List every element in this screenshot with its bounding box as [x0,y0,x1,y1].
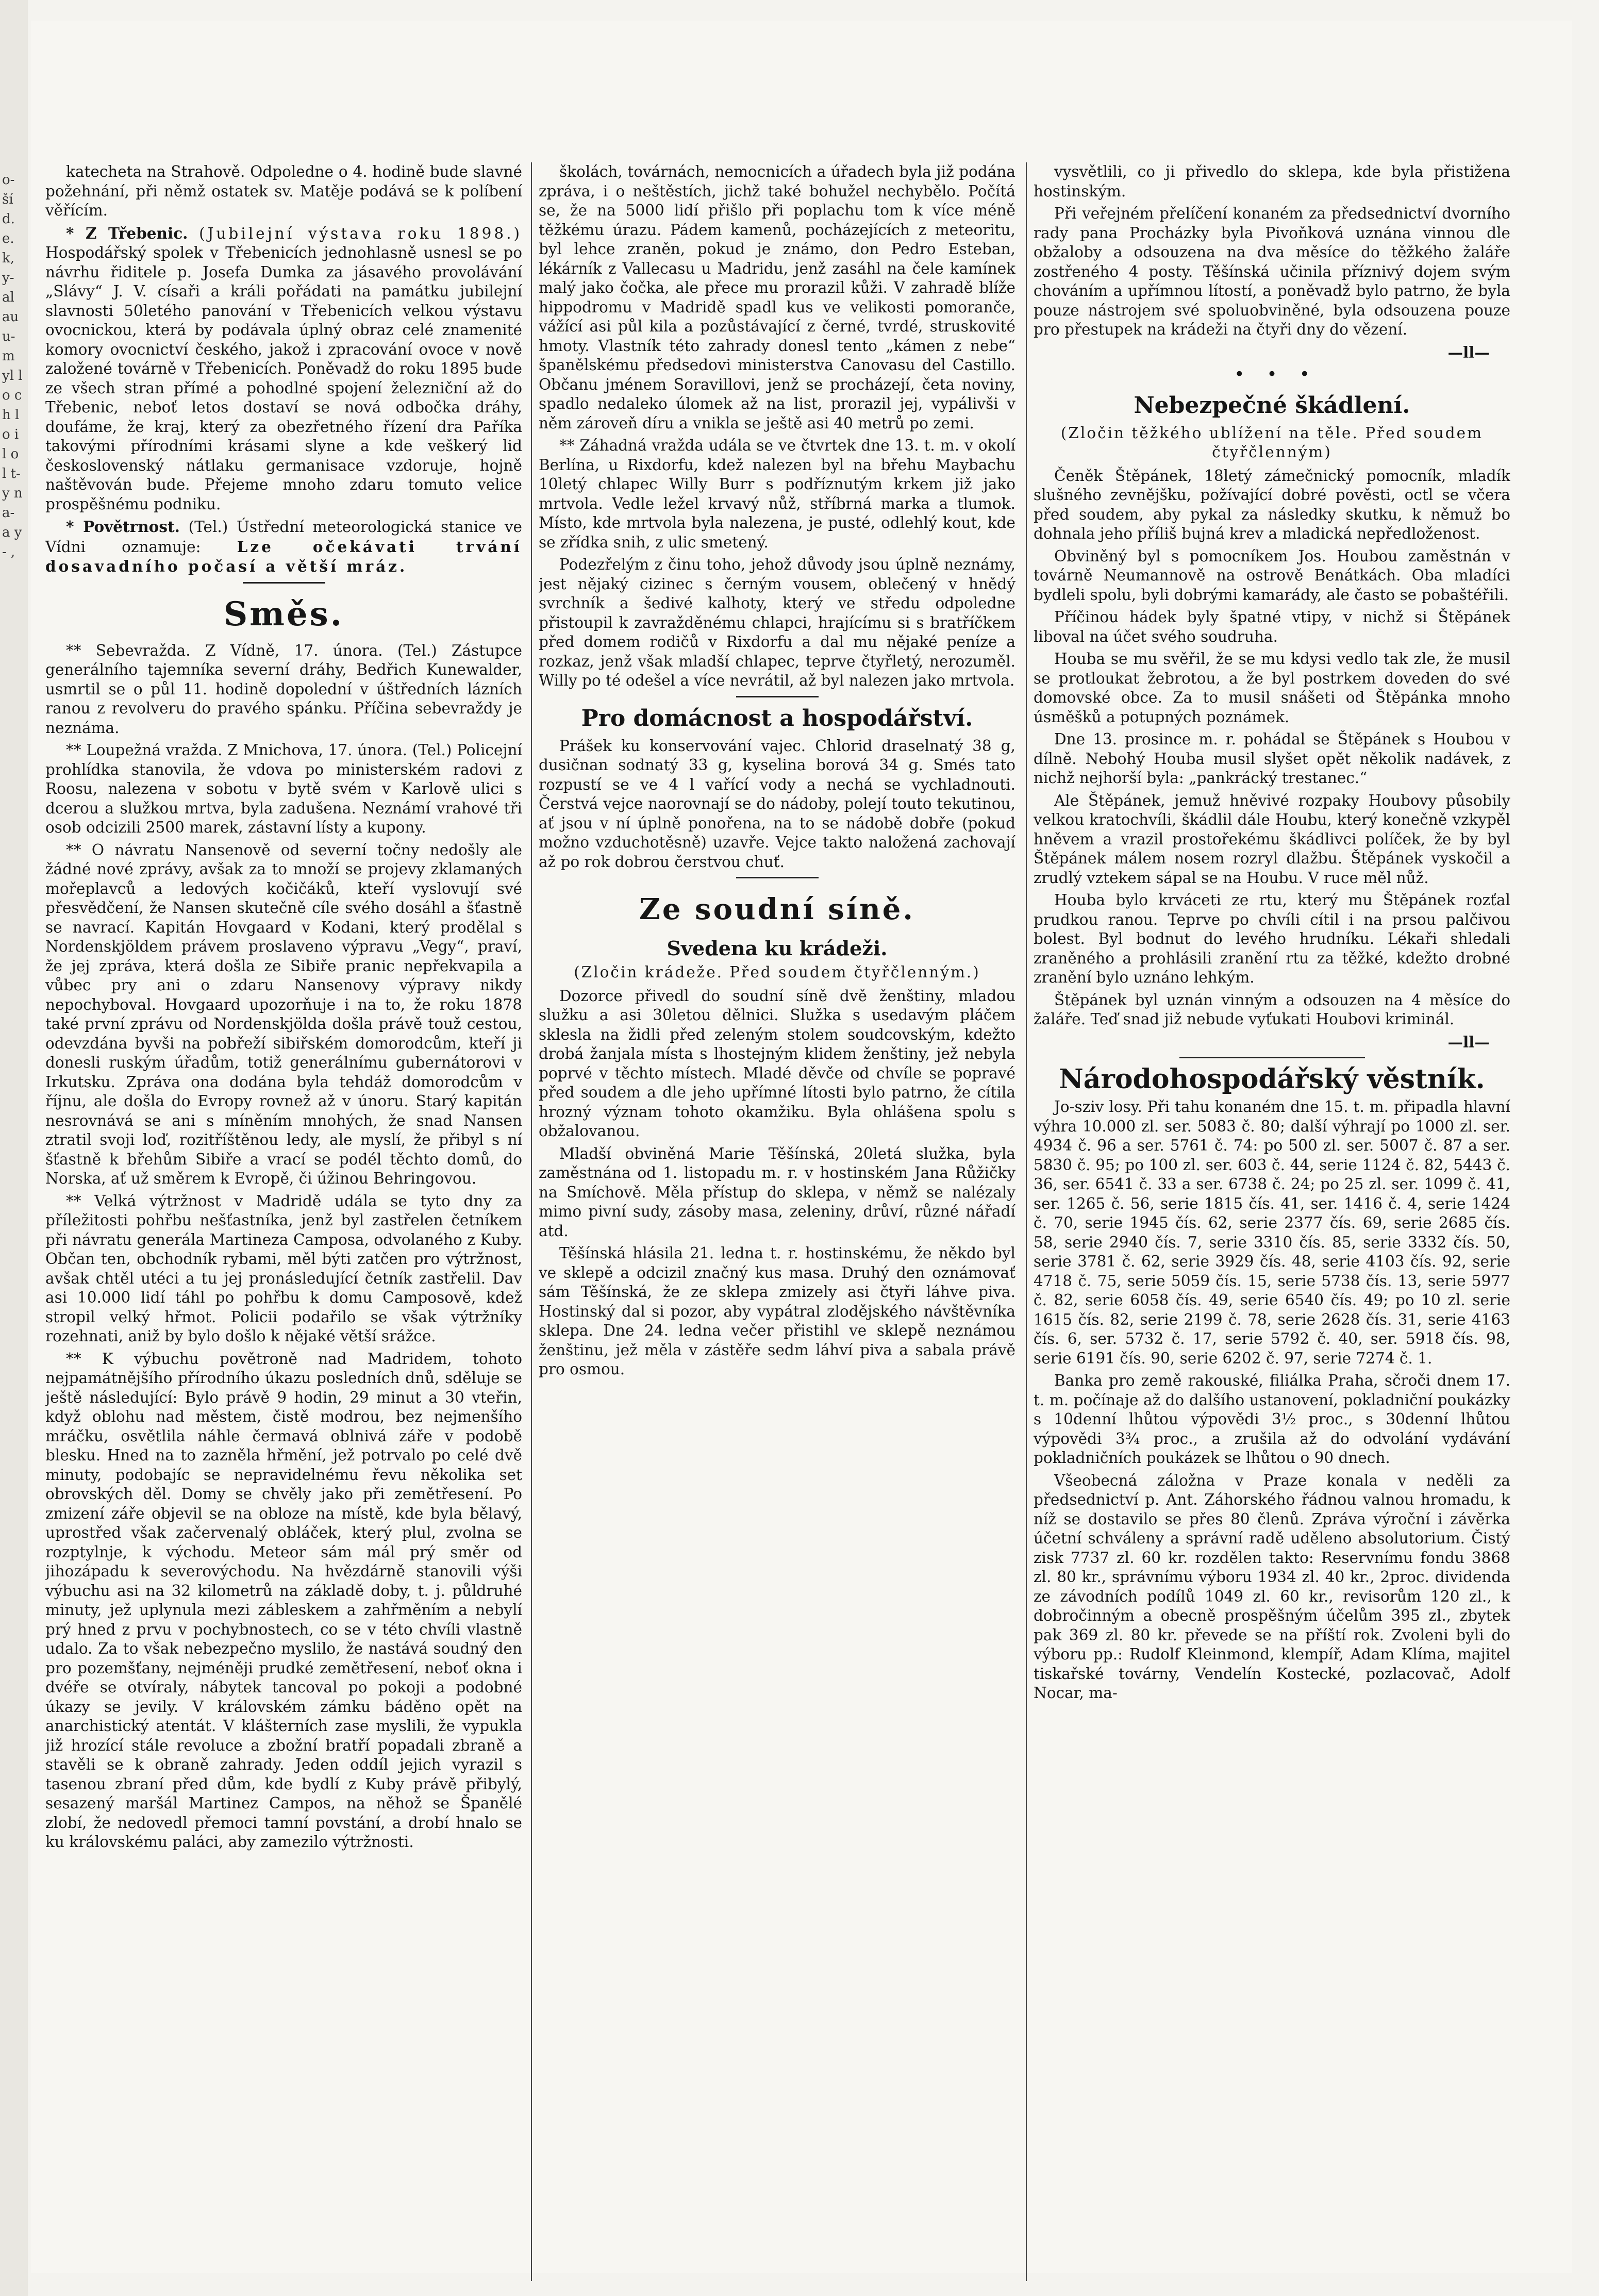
court-paragraph: Čeněk Štěpánek, 18letý zámečnický pomocník, mladík slušného zevnějšku, požívající dobré pověsti, octl se včera před soudem, aby pykal za následky skutku, k němuž bo dohnala jeho příliš bujná krev a mladická nepředloženost. [1034,467,1510,542]
court-paragraph: Mladší obviněná Marie Těšínská, 20letá služka, byla zaměstnána od 1. listopadu m. r. v hostinském Jana Růžičky na Smíchově. Měla přístup do sklepa, v němž se nalézaly mimo pivní sudy, zásoby masa, zeleniny, drůví, různé nářadí atd. [539,1144,1015,1240]
smes-item: ** O návratu Nansenově od severní točny nedošly ale žádné nové zprávy, avšak za to množí se projevy zklamaných mořeplavců a ledových kočičáků, kteří vyslovují své přesvědčení, že Nansen skutečně cíle svého dosáhl a šťastně se navrací. Kapitán Hovgaard v Kodani, který prodělal s Nordenskjöldem právem proslaveno výpravu „Vegy“, praví, že jej zpráva, která došla ze Sibiře pranic nepřekvapila a vůbec pry ani o zdaru Nansenovy výpravy nikdy nepochyboval. Hovgaard upozorňuje i na to, že roku 1878 také první zprávu od Nordenskjölda došla právě touž cestou, odevzdána byvši na pobřeží sibiřském domorodcům, kteří ji donesli ruským úřadům, totiž generálnímu gubernátorovi v Irkutsku. Zpráva ona dodána byla tehdáž domorodcům v říjnu, ale došla do Evropy rovnež až v únoru. Starý kapitán nesrovnává se ani s míněním mnohých, že snad Nansen ztratil svoji loď, rozitříštěnou ledy, ale myslí, že přibyl s ní šťastně k břehům Sibiře a vrací se podél těchto domů, do Norska, ať už směrem k Evropě, či úžinou Behringovou. [45,841,522,1187]
court-verdict: Při veřejném přelíčení konaném za předsednictví dvorního rady pana Procházky byla Pivoňková uznána vinnou dle obžaloby a odsouzena na dva měsíce do těžkého žaláře zostřeného 4 posty. Těšínská učinila příznivý dojem svým chováním a upřímnou lítostí, a poněvadž bylo patrno, že byla pouze nástrojem své spoluobviněné, byla odsouzena pouze pro přestupek na krádeži na čtyři dny do vězení. [1034,205,1510,338]
court-paragraph: Ale Štěpánek, jemuž hněvivé rozpaky Houbovy působily velkou kratochvíli, škádlil dále Houbu, který konečně vzkypěl hněvem a vrazil prostořekému škádlivci políček, že by byl Štěpánek málem nosem rozryl dlažbu. Štěpánek vyskočil a zrudlý vztekem sápal se na Houbu. V ruce měl nůž. [1034,791,1510,887]
court-case-note-2: (Zločin těžkého ublížení na těle. Před soudem čtyřčlenným) [1060,424,1484,461]
court-paragraph: Těšínská hlásila 21. ledna t. r. hostinskému, že někdo byl ve sklepě a odcizil značný kus masa. Druhý den oznámovať sám Těšínská, že ze sklepa zmizely asi čtyři láhve piva. Hostinský dal si pozor, aby vypátral zlodějského návštěvníka sklepa. Dne 24. ledna večer přistihl ve sklepě neznámou ženštinu, jež měla v zástěře sedm láhví piva a sabala právě pro osmou. [539,1244,1015,1378]
section-divider [243,582,325,584]
article-trebenice-title: * Z Třebenic. [66,224,188,242]
section-title-vestnik: Národohospodářský věstník. [1059,1063,1485,1095]
meteor-continuation: školách, továrnách, nemocnicích a úřadech byla již podána zpráva, i o neštěstích, jichž také bohužel nechybělo. Počítá se, že na 5000 lidí přišlo při poplachu tom k více méně těžkému úrazu. Pádem kamenů, pocházejících z meteoritu, byl lehce zraněn, pokud je známo, don Pedro Esteban, lékárník z Vallecasu u Madridu, jenž zasáhl na čele kamínek malý jako čočka, ale přece mu prorazil kůži. V zahradě blíže hippodromu v Madridě spadl kus ve velikosti pomoranče, vážící asi půl kila a pozůstávající z černé, tvrdé, struskovité hmoty. Vlastník této zahrady donesl tento „kámen z nebe“ španělskému předsedovi ministerstva Canovasu del Castillo. Občanu jménem Soravillovi, jenž se procházejí, četa noviny, spadlo nedaleko úlomek až na list, prorazil jej, vypálivši v něm zároveň díru a vnikla se ještě asi 40 metrů po zemi. [539,163,1015,432]
court-case-title-2: Nebezpečné škádlení. [1134,392,1410,419]
court-paragraph: Obviněný byl s pomocníkem Jos. Houbou zaměstnán v továrně Neumannově na ostrově Benátkách. Oba mladíci bydleli spolu, byli dobrými kamarády, ale často se pobaštéřili. [1034,547,1510,604]
article-weather-forecast: Lze očekávati trvání dosavadního počasí a větší mráz. [45,537,522,575]
smes-item: ** Sebevražda. Z Vídně, 17. února. (Tel.) Zástupce generálního tajemníka severní dráhy, Bedřich Kunewalder, usmrtil se o půl 11. hodině dopolední v úštředních lázních ranou z revolveru do pravého spánku. Příčina sebevraždy je neznáma. [45,641,522,737]
economy-item: Jo-sziv losy. Při tahu konaném dne 15. t. m. připadla hlavní výhra 10.000 zl. ser. 5083 č. 80; další výhrají po 1000 zl. ser. 4934 č. 96 a ser. 5761 č. 74: po 500 zl. ser. 5007 č. 87 a ser. 5830 č. 95; po 100 zl. ser. 603 č. 44, serie 1124 č. 82, 5443 č. 36, ser. 6541 č. 33 a ser. 6738 č. 24; po 25 zl. ser. 1099 č. 41, ser. 1265 č. 56, serie 1815 čís. 41, ser. 1416 č. 4, serie 1424 č. 70, serie 1945 čís. 62, serie 2377 čís. 69, serie 2685 čís. 58, serie 2940 čís. 7, serie 3310 čís. 85, serie 3332 čís. 50, serie 3781 č. 62, serie 3929 čís. 48, serie 4103 čís. 92, serie 4718 č. 75, serie 5059 čís. 15, serie 5738 čís. 13, serie 5977 č. 82, serie 6058 čís. 49, serie 6540 čís. 49; po 10 zl. serie 1615 čís. 82, serie 2199 č. 78, serie 2628 čís. 31, serie 4163 čís. 6, ser. 5732 č. 17, serie 5792 č. 40, ser. 5918 čís. 98, serie 6191 čís. 90, serie 6202 č. 97, serie 7274 č. 1. [1034,1098,1510,1367]
court-paragraph: Houba se mu svěřil, že se mu kdysi vedlo tak zle, že musil se protloukat žebrotou, a že byl postrkem doveden do své domovské obce. Za to musil snášeti od Štěpánka mnoho úsměšků a potupných poznámek. [1034,650,1510,726]
section-divider [736,696,819,697]
column-2 [539,162,1015,2286]
court-continuation: vysvětlili, co ji přivedlo do sklepa, kde byla přistižena hostinským. [1034,163,1510,200]
court-case-title: Svedena ku krádeži. [667,937,888,960]
court-case-note: (Zločin krádeže. Před soudem čtyřčlenným.) [574,963,980,981]
economy-item: Banka pro země rakouské, filiálka Praha, sčroči dnem 17. t. m. počínaje až do dalšího ustanovení, pokladniční poukázky s 10denní lhůtou výpovědi 3½ proc., s 30denní lhůtou výpovědi 3¾ proc., a zrušila až do odvolání vydávání pokladničních poukázek se lhůtou o 90 dnech. [1034,1372,1510,1467]
section-divider [736,877,819,878]
section-title-smes: Směs. [224,594,344,634]
court-paragraph: Dne 13. prosince m. r. pohádal se Štěpánek s Houbou v dílně. Nebohý Houba musil slyšet opět několik nadávek, z nichž nejhorší byla: „pankrácký trestanec.“ [1034,730,1510,787]
column-rule-1 [531,162,532,2281]
article-weather-text: (Tel.) Ústřední meteorologická stanice ve Vídni oznamuje: [45,518,522,556]
smes-item: ** Velká výtržnost v Madridě udála se tyto dny za příležitosti pohřbu nešťastníka, jenž byl zastřelen četníkem při návratu generála Martineza Camposa, odvolaného z Kuby. Občan ten, obchodník rybami, měl býti zatčen pro výtržnost, avšak chtěl utéci a tu jej pronásledující četník zastřelil. Dav asi 10.000 lidí táhl po pohřbu k domu Camposově, kdež stropil velký hřmot. Policii podařilo se však výtržníky rozehnati, aniž by bylo došlo k nějaké větší srážce. [45,1192,522,1345]
column-3 [1034,162,1510,2286]
smes-item: ** Záhadná vražda udála se ve čtvrtek dne 13. t. m. v okolí Berlína, u Rixdorfu, kdež nalezen byl na břehu Maybachu 10letý chlapec Willy Burr s podříznutým krkem již jako mrtvola. Vedle ležel krvavý nůž, stříbrná marka a tlumok. Místo, kde mrtvola byla nalezena, je pusté, odlehlý kout, kde se zřídka snih, z ulic smetený. [539,437,1015,551]
column-rule-2 [1026,162,1027,2281]
article-trebenice [45,224,522,514]
section-title-domacnost: Pro domácnost a hospodářství. [581,705,973,731]
adjacent-page-margin [0,0,28,2296]
court-paragraph: Štěpánek byl uznán vinným a odsouzen na 4 měsíce do žaláře. Teď snad již nebude vyťukati Houbovi kriminál. [1034,991,1510,1028]
article-weather [45,517,522,577]
smes-item: ** Loupežná vražda. Z Mnichova, 17. února. (Tel.) Policejní prohlídka stanovila, že vdova po ministerském radovi z Roosu, nalezena v sobotu v bytě svém v Karlově ulici s dcerou a služkou mrtva, byla zadušena. Neznámí vrahové tři osob odcizili 2500 marek, zástavní lísty a kupony. [45,741,522,836]
smes-item: ** K výbuchu povětroně nad Madridem, tohoto nejpamátnějšího přírodního úkazu posledních dnů, sděluje se ještě následující: Bylo právě 9 hodin, 29 minut a 30 vteřin, když oblohu nad městem, čistě modrou, bez nejmenšího mráčku, osvětlila náhle čermavá oblnivá záře v podobě blesku. Hned na to zazněla hřmění, jež potrvalo po celé dvě minuty, podobajíc se nepravidelnému řevu několika set obrovských děl. Domy se chvěly jako při zemětřesení. Po zmizení záře objevil se na obloze na místě, kde byla bělavý, uprostřed však začervenalý obláček, který plul, zvolna se rozptylnje, k východu. Meteor sám mál prý směr od jihozápadu k severovýchodu. Na hvězdárně stanovili výši výbuchu asi na 32 kilometrů na základě doby, t. j. půldruhé minuty, jež uplynula mezi zábleskem a zahřměním a nebylí prý hned z prvu v pochybnostech, co se v této chvíli vlastně udalo. Za to však nebezpečno myslilo, že nastává soudný den pro pozemšťany, nejméněji prudké zemětřesení, neboť okna i dvéře se otvíraly, nábytek tancoval po pokoji a podobné úkazy se jevily. V královském zámku báděno opět na anarchistický atentát. V klášterních zase myslili, že vypukla již hrozící stále revoluce a zbožní bratří popadali zbraně a stavěli se k obraně zahrady. Jeden oddíl jejich vyrazil s tasenou zbraní před dům, kde bydlí z Kuby právě přibylý, sesazený maršál Martinez Campos, na něhož se Španělé zlobí, že nedovedl přemoci tamní povstání, a drobí hnalo se ku královskému paláci, aby zamezilo výtržnosti. [45,1350,522,1851]
column-1 [45,162,522,2286]
author-signature: —ll— [1447,343,1490,361]
adjacent-page-fragment: o- ší d. e. k, y- al au u- m yl lo ch lo il ol t- y n a- a y- , [2,172,23,560]
economy-item: Všeobecná záložna v Praze konala v neděli za předsednictví p. Ant. Záhorského řádnou valnou hromadu, k níž se dostavilo se přes 80 členů. Zpráva výroční i závěrka účetní schváleny a správní radě uděleno absolutorium. Čistý zisk 7737 zl. 60 kr. rozdělen takto: Reservnímu fondu 3868 zl. 80 kr., správnímu výboru 1934 zl. 40 kr., 2proc. dividenda ze závodních podílů 1049 zl. 60 kr., revisorům 120 zl., k dobročinným a obecně prospěšným účelům 395 zl., zbytek pak 369 zl. 80 kr. převede se na příští rok. Zvoleni byli do výboru pp.: Rudolf Kleinmond, klempíř, Adam Klíma, majitel tiskařské továrny, Vendelín Kostecké, pozlacovač, Adolf Nocar, ma- [1034,1471,1510,1702]
court-paragraph: Příčinou hádek byly špatné vtipy, v nichž si Štěpánek liboval na účet svého soudruha. [1034,608,1510,645]
household-tip: Prášek ku konservování vajec. Chlorid draselnatý 38 g, dusičnan sodnatý 33 g, kyselina borová 34 g. Smés tato rozpustí se ve 4 l vařící vody a nechá se vychladnouti. Čerstvá vejce naorovnají se do nádoby, polejí touto tekutinou, ať jsou v ní úplně ponořena, na to se nádobě dobře (pokud možno vzduchotěsně) uzavře. Vejce takto naložená zachovají až po rok dobrou čerstvou chuť. [539,737,1015,871]
article-trebenice-text: Hospodářský spolek v Třebenicích jednohlasně usnesl se po návrhu řiditele p. Josefa Dumka za jásavého provolávání „Slávy“ J. V. císaři a králi pořádati na památku jubilejní slavnosti 50letého panování v Třebenicích velkou výstavu ovocnickou, která by podávala úplný obraz celé znamenité komory ovocnictví českého, jakož i zpracování ovoce v nově založené továrně v Třebenicích. Poněvadž do roku 1895 bude ze všech stran přímé a pohodlné spojení železniční až do Třebenic, neboť letos dostaví se nová odbočka dráhy, doufáme, že kraj, který za obezřetného řízení dra Paříka takovými přírodními krásami slyne a kde veškerý lid československý nátlaku germanisace vzdoruje, hojně naštěvován bude. Přejeme mnoho zdaru tomuto velice prospěšnému podniku. [45,244,522,513]
author-signature: —ll— [1447,1033,1490,1051]
section-divider [1179,1057,1365,1058]
smes-item: Podezřelým z činu toho, jehož důvody jsou úplně neznámy, jest nějaký cizinec s černým vousem, oblečený v hnědý svrchník a šedivé kalhoty, který ve středu odpoledne přistoupil k zavražděnému chlapci, hrajícímu si s bratříčkem před domem rodičů v Rixdorfu a dal mu nějaké peníze a rozkaz, jenž však mladší chlapec, teprve čtyřletý, nerozuměl. Willy po té odešel a více nevrátil, až byl nalezen jako mrtvola. [539,556,1015,689]
article-strahov-end: katecheta na Strahově. Odpoledne o 4. hodině bude slavné požehnání, při němž ostatek sv. Matěje podává se k políbení věřícím. [45,163,522,219]
article-weather-title: * Povětrnost. [66,518,180,536]
separator-stars: • • • [1234,364,1310,385]
section-title-soudni-sin: Ze soudní síně. [639,892,915,926]
court-paragraph: Houba bylo krváceti ze rtu, který mu Štěpánek rozťal prudkou ranou. Teprve po chvíli cítil i na prsou palčivou bolest. Byl bodnut do levého hrudníku. Lékaři shledali zraněného a prohlásili zranění rtu za těžké, kdežto drobné zranění bylo uznáno lehkým. [1034,891,1510,986]
article-trebenice-subtitle: (Jubilejní výstava roku 1898.) [199,224,522,242]
court-paragraph: Dozorce přivedl do soudní síně dvě ženštiny, mladou služku a asi 30letou dělnici. Služka s usedavým pláčem sklesla na židli před zeleným stolem soudcovským, kdežto drobá žanjala místa s lhostejným klidem ženštiny, jež nebyla poprvé v těchto místech. Mladé děvče od chvíle se popravé před soudem a dle jeho upřímné lítosti bylo patrno, že cítila hrozný význam tohoto okamžiku. Byla ohlášena spolu s obžalovanou. [539,987,1015,1140]
